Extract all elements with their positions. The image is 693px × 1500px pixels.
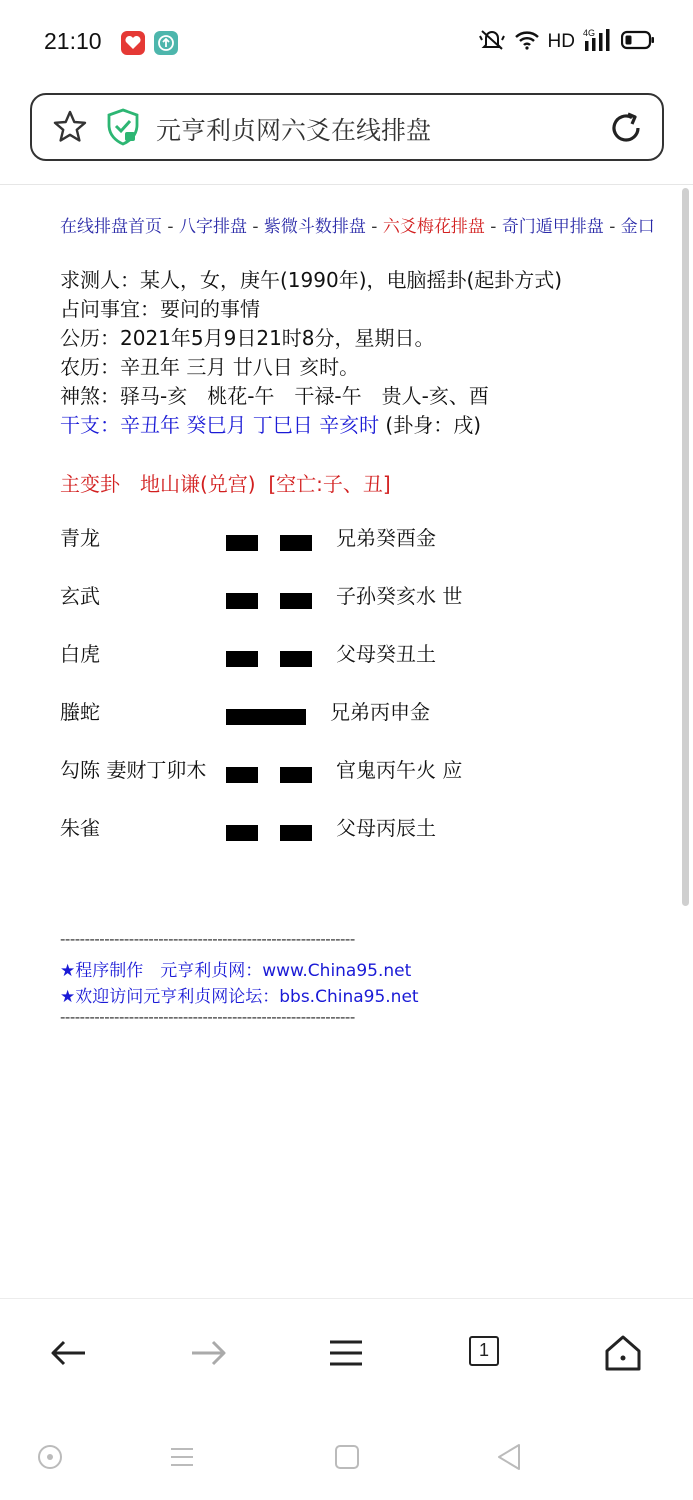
gregorian-date-line: 公历：2021年5月9日21时8分，星期日。 xyxy=(60,326,435,350)
yao-relation: 官鬼丙午火 应 xyxy=(336,758,463,782)
lunar-date-line: 农历：辛丑年 三月 廿八日 亥时。 xyxy=(60,355,360,379)
yao-relation: 兄弟丙申金 xyxy=(330,700,430,724)
yao-row xyxy=(60,522,620,552)
signal-label: 4G xyxy=(583,28,596,38)
system-navigation xyxy=(0,1420,693,1500)
home-icon[interactable] xyxy=(603,1333,643,1373)
nav-separator: - xyxy=(484,217,502,237)
forum-line[interactable]: ★欢迎访问元亨利贞网论坛：bbs.China95.net xyxy=(60,987,419,1007)
recent-apps-icon[interactable] xyxy=(167,1442,197,1472)
yao-row xyxy=(60,580,620,610)
divination-info xyxy=(60,266,562,440)
yao-line-broken xyxy=(226,763,310,783)
shensha-line: 神煞：驿马-亥 桃花-午 干禄-午 贵人-亥、酉 xyxy=(60,384,489,408)
yao-line-solid xyxy=(226,705,310,725)
app-notification-icon xyxy=(121,31,145,55)
update-notification-icon xyxy=(154,31,178,55)
yao-spirit: 白虎 xyxy=(60,642,100,666)
yao-row xyxy=(60,696,620,726)
yao-line-broken xyxy=(226,647,310,667)
home-square-icon[interactable] xyxy=(332,1442,362,1472)
browser-toolbar xyxy=(0,1298,693,1408)
yao-line-broken xyxy=(226,531,310,551)
nav-separator: - xyxy=(162,217,179,237)
status-indicators xyxy=(478,28,655,56)
question-line: 占问事宜：要问的事情 xyxy=(60,297,260,321)
page-title[interactable]: 元亨利贞网六爻在线排盘 xyxy=(156,116,432,145)
yao-relation: 父母癸丑土 xyxy=(336,642,436,666)
credit-line[interactable]: ★程序制作 元亨利贞网：www.China95.net xyxy=(60,961,412,981)
yao-row xyxy=(60,638,620,668)
footer-divider: ------------------------------------------------------------ xyxy=(60,930,355,948)
nav-separator: - xyxy=(365,217,383,237)
tab-count: 1 xyxy=(469,1336,499,1366)
shield-check-icon[interactable] xyxy=(106,108,140,150)
footer-divider: ------------------------------------------------------------ xyxy=(60,1008,355,1026)
battery-icon xyxy=(621,30,655,54)
address-bar[interactable] xyxy=(30,93,664,161)
gua-body-text: (卦身：戌) xyxy=(379,413,482,437)
forward-arrow-icon[interactable] xyxy=(188,1333,228,1373)
yao-spirit: 玄武 xyxy=(60,584,100,608)
yao-line-broken xyxy=(226,821,310,841)
yao-spirit: 勾陈 妻财丁卯木 xyxy=(60,758,207,782)
signal-icon xyxy=(583,27,613,57)
nav-link-jinkou[interactable]: 金口 xyxy=(620,217,655,237)
yao-row xyxy=(60,754,620,784)
hexagram-title: 主变卦 地山谦(兑宫) [空亡:子、丑] xyxy=(60,472,391,496)
yao-relation: 兄弟癸酉金 xyxy=(336,526,436,550)
ganzhi-text: 干支：辛丑年 癸巳月 丁巳日 辛亥时 xyxy=(60,413,380,437)
yao-relation: 子孙癸亥水 世 xyxy=(336,584,463,608)
nav-link-liuyao[interactable]: 六爻梅花排盘 xyxy=(382,217,485,237)
network-label: HD xyxy=(547,31,575,52)
ganzhi-line xyxy=(60,411,562,440)
yao-spirit: 朱雀 xyxy=(60,816,100,840)
nav-separator: - xyxy=(246,217,264,237)
yao-relation: 父母丙辰土 xyxy=(336,816,436,840)
yao-spirit: 青龙 xyxy=(60,526,100,550)
nav-link-qimen[interactable]: 奇门遁甲排盘 xyxy=(501,217,604,237)
back-triangle-icon[interactable] xyxy=(495,1442,525,1472)
status-time: 21:10 xyxy=(44,28,102,54)
yao-line-broken xyxy=(226,589,310,609)
reload-icon[interactable] xyxy=(608,110,644,150)
status-bar xyxy=(0,0,693,84)
wifi-icon xyxy=(514,29,540,55)
site-nav xyxy=(60,212,655,237)
yao-spirit: 螣蛇 xyxy=(60,700,100,724)
nav-link-ziwei[interactable]: 紫微斗数排盘 xyxy=(263,217,366,237)
nav-link-bazi[interactable]: 八字排盘 xyxy=(178,217,247,237)
mute-icon xyxy=(478,28,506,56)
back-arrow-icon[interactable] xyxy=(49,1333,89,1373)
toolbar-divider xyxy=(0,184,693,185)
tabs-icon[interactable] xyxy=(465,1333,505,1373)
nav-separator: - xyxy=(603,217,621,237)
nav-link-home[interactable]: 在线排盘首页 xyxy=(60,217,162,237)
scrollbar[interactable] xyxy=(682,188,689,906)
yao-row xyxy=(60,812,620,842)
assistant-icon[interactable] xyxy=(35,1442,65,1472)
star-icon[interactable] xyxy=(52,109,88,149)
menu-icon[interactable] xyxy=(326,1333,366,1373)
inquirer-line: 求测人：某人，女，庚午(1990年)，电脑摇卦(起卦方式) xyxy=(60,268,563,292)
page-content xyxy=(60,200,680,1290)
